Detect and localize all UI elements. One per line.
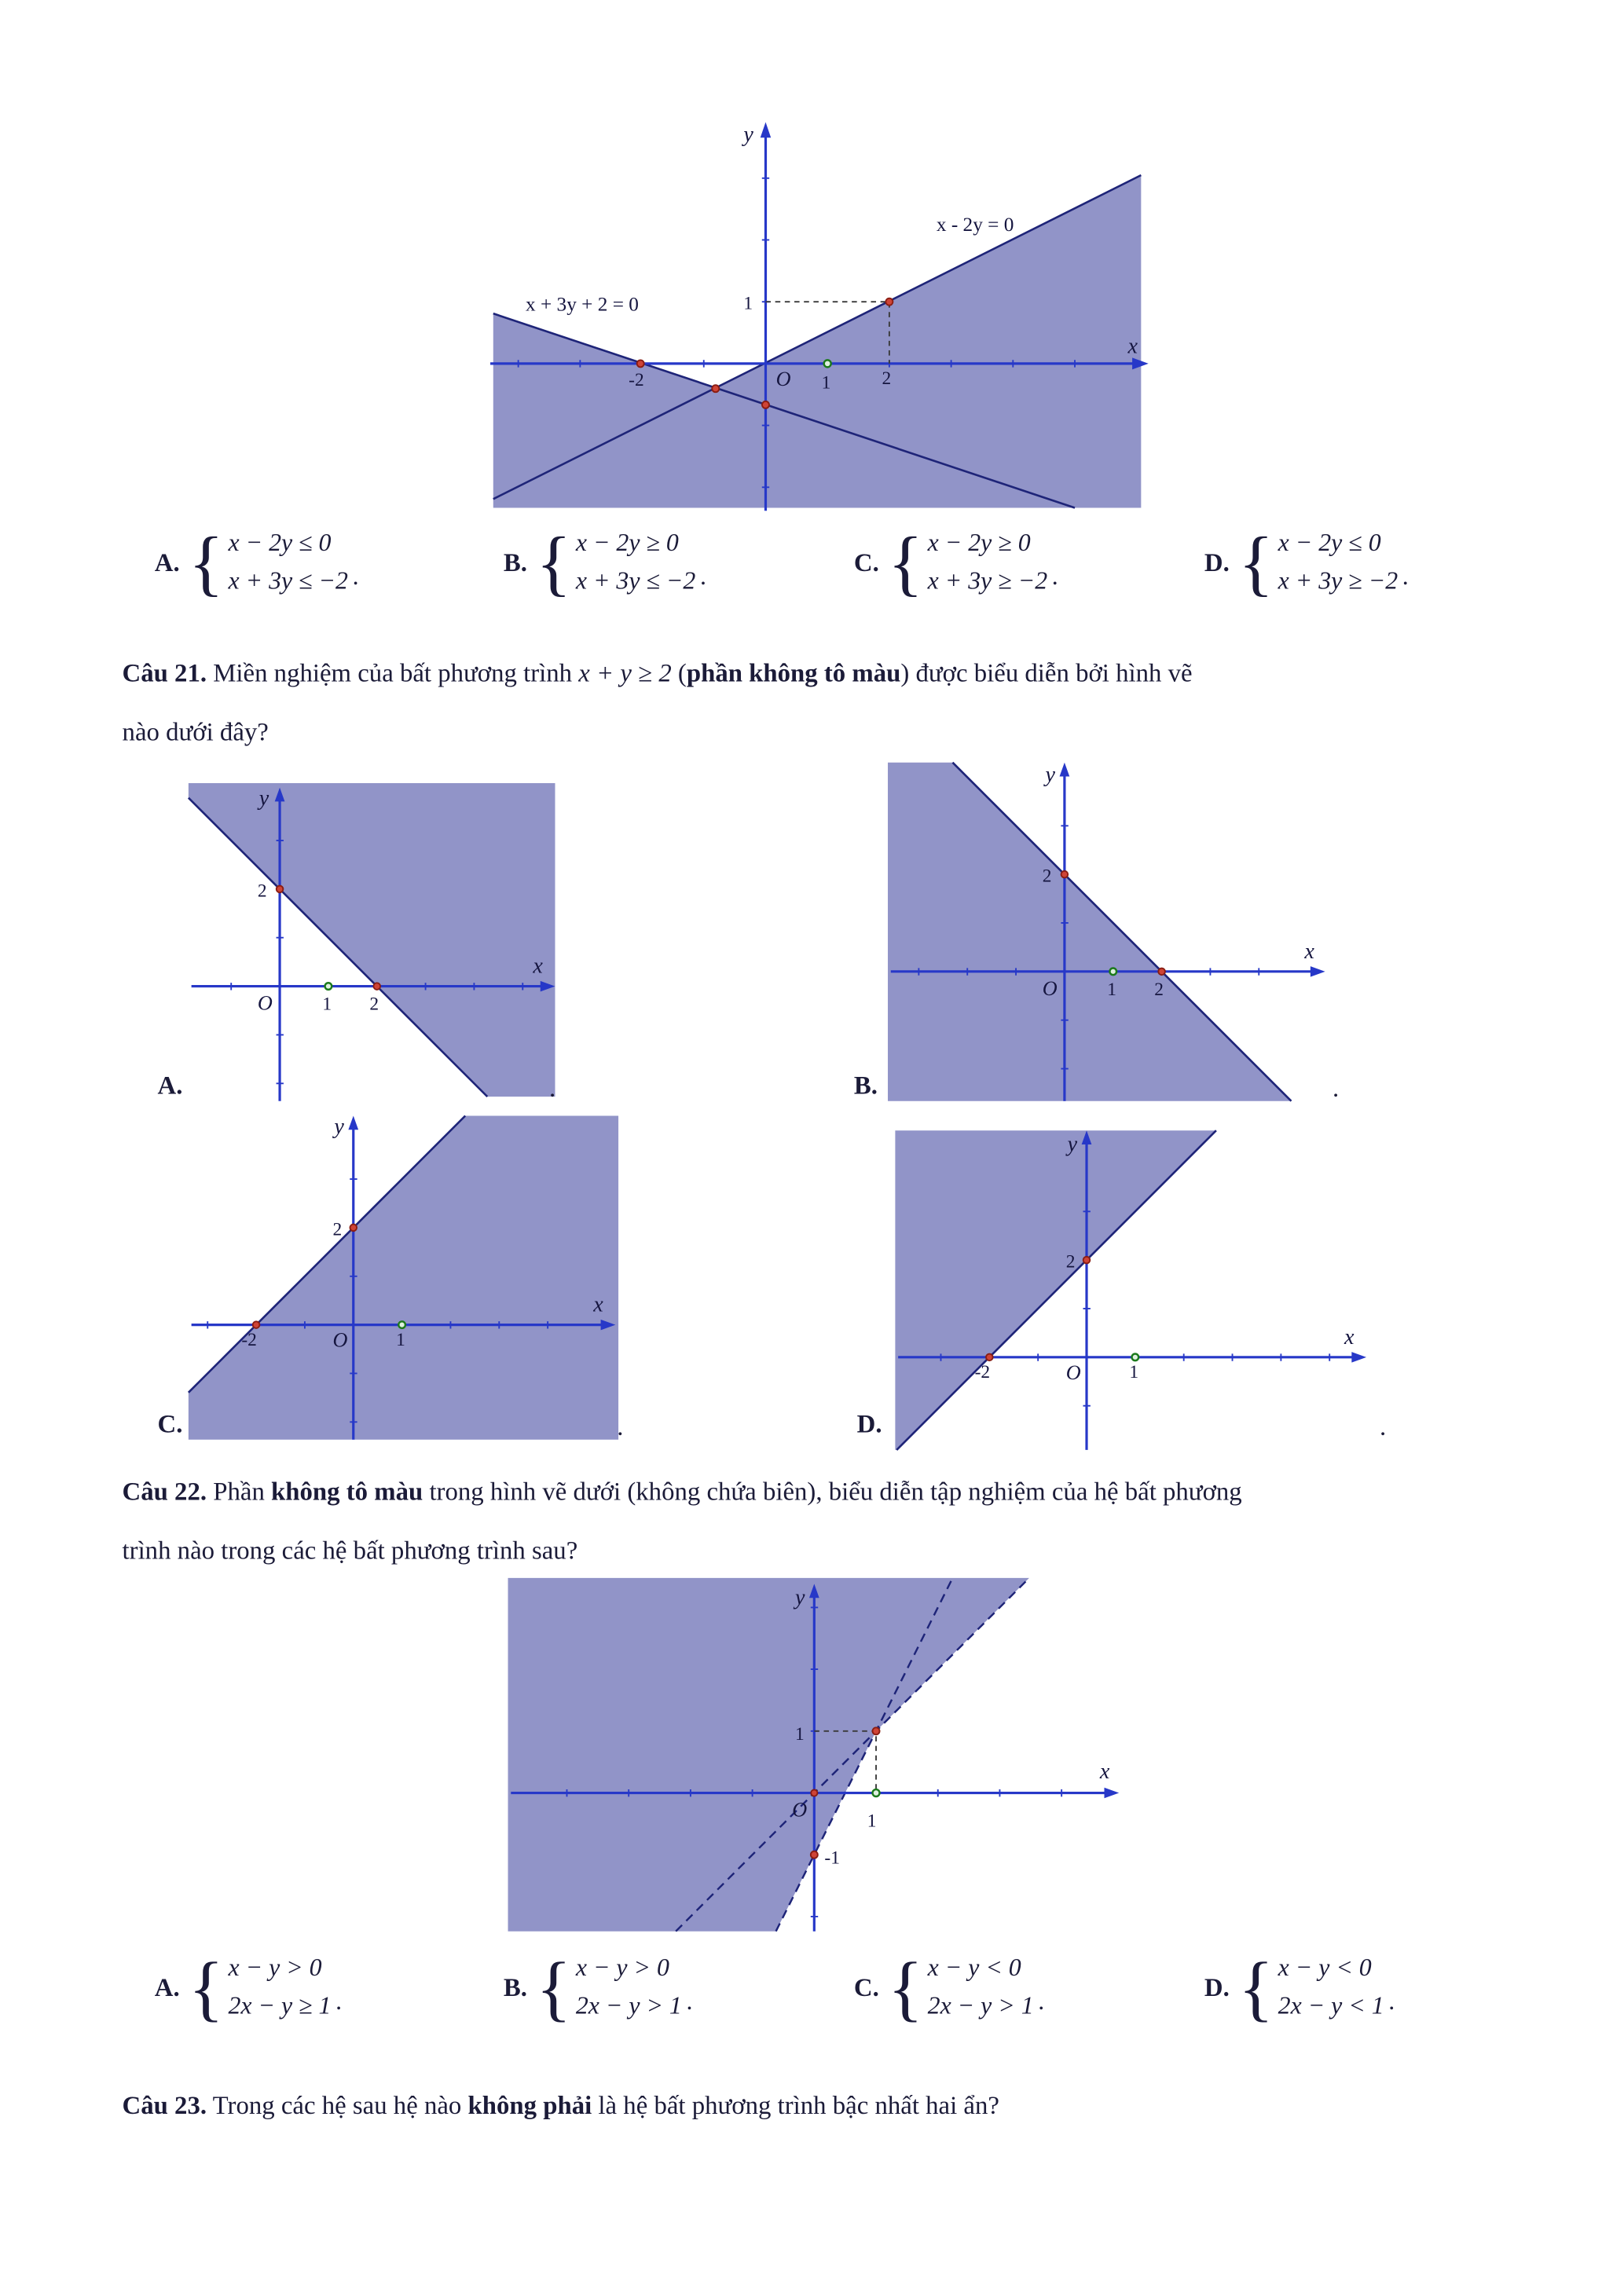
period: . bbox=[699, 562, 706, 591]
brace-glyph: { bbox=[1238, 1946, 1274, 2029]
option-a bbox=[154, 521, 359, 604]
tick-label: 1 bbox=[794, 1724, 805, 1745]
brace-glyph: { bbox=[1238, 521, 1274, 604]
question-text-bold: không phải bbox=[467, 2090, 592, 2120]
point-minus2-0 bbox=[986, 1354, 993, 1361]
inequality-line: x + 3y ≤ −2 bbox=[228, 566, 348, 595]
point-1-0 bbox=[325, 983, 332, 990]
graph-a bbox=[185, 780, 563, 1107]
origin-label: O bbox=[1065, 1360, 1081, 1384]
option-a bbox=[154, 1946, 343, 2029]
point-origin bbox=[811, 1789, 817, 1796]
tick-label: -2 bbox=[241, 1329, 257, 1350]
shaded-region bbox=[493, 175, 1142, 508]
y-axis-label: y bbox=[258, 786, 269, 811]
x-axis-label: x bbox=[533, 954, 543, 979]
period: . bbox=[335, 1987, 343, 2016]
inequality-line: x − 2y ≥ 0 bbox=[575, 528, 679, 557]
inequality-line: 2x − y > 1 bbox=[575, 1991, 682, 2020]
point-2-0 bbox=[1158, 969, 1165, 976]
shaded-region bbox=[189, 783, 555, 1097]
y-axis-label: y bbox=[334, 1114, 344, 1139]
option-b bbox=[503, 1946, 693, 2029]
origin-label: O bbox=[775, 367, 791, 390]
x-axis-label: x bbox=[1099, 1759, 1110, 1784]
y-axis-label: y bbox=[743, 122, 753, 147]
inequality-line: x + 3y ≥ −2 bbox=[1278, 566, 1399, 595]
origin-label: O bbox=[1042, 976, 1058, 1000]
inequality-line: x − 2y ≤ 0 bbox=[1278, 528, 1381, 557]
option-label: D. bbox=[1204, 1972, 1230, 2001]
question-text: Phần bbox=[207, 1476, 272, 1507]
brace-glyph: { bbox=[536, 521, 572, 604]
tick-label: -2 bbox=[974, 1362, 991, 1383]
tick-label: 1 bbox=[867, 1811, 877, 1832]
period: . bbox=[1051, 562, 1058, 591]
period: . bbox=[1038, 1987, 1045, 2016]
graph-letter-b: B. bbox=[853, 1070, 878, 1100]
question-text: Miền nghiệm của bất phương trình bbox=[207, 657, 579, 688]
y-axis-label: y bbox=[794, 1585, 805, 1610]
brace-glyph: { bbox=[188, 1946, 224, 2029]
brace-glyph: { bbox=[188, 521, 224, 604]
question-text-bold: phần không tô màu bbox=[686, 657, 901, 688]
inequality-system bbox=[576, 524, 695, 600]
question-text: ) được biểu diễn bởi hình vẽ bbox=[900, 657, 1193, 688]
question-21-line1 bbox=[123, 657, 1536, 689]
question-text: trong hình vẽ dưới (không chứa biên), biểu diễn tập nghiệm của hệ bất phương bbox=[423, 1476, 1242, 1507]
question-22-line2: trình nào trong các hệ bất phương trình sau? bbox=[122, 1535, 578, 1565]
point-1-0 bbox=[873, 1789, 880, 1796]
period: . bbox=[549, 1073, 556, 1103]
inequality-line: x + 3y ≥ −2 bbox=[927, 566, 1048, 595]
shaded-region bbox=[189, 1115, 618, 1439]
question-text: ( bbox=[671, 657, 687, 688]
period: . bbox=[1388, 1987, 1395, 2016]
inequality-system bbox=[928, 524, 1047, 600]
inequality-line: x − y > 0 bbox=[228, 1953, 322, 1982]
graph-d bbox=[893, 1127, 1378, 1457]
point-minus2-0 bbox=[253, 1321, 260, 1328]
question-22-line1 bbox=[123, 1475, 1536, 1507]
question-text-bold: không tô màu bbox=[271, 1476, 423, 1507]
question-21-line2: nào dưới đây? bbox=[122, 716, 269, 747]
tick-label: 2 bbox=[1065, 1251, 1076, 1273]
tick-label: 1 bbox=[1107, 979, 1116, 1000]
question-number: Câu 21. bbox=[122, 657, 207, 688]
point-intersection bbox=[712, 385, 719, 392]
x-axis-label: x bbox=[593, 1292, 603, 1317]
point-0-2 bbox=[1083, 1257, 1091, 1264]
inequality-system bbox=[1278, 524, 1398, 600]
tick-label: 2 bbox=[1154, 979, 1164, 1000]
inequality-system bbox=[228, 1949, 331, 2025]
inequality-line: 2x − y > 1 bbox=[927, 1991, 1034, 2020]
period: . bbox=[352, 562, 359, 591]
period: . bbox=[686, 1987, 693, 2016]
inequality-system bbox=[228, 524, 347, 600]
option-label: D. bbox=[1204, 547, 1230, 577]
option-label: C. bbox=[853, 547, 879, 577]
graph-b bbox=[885, 760, 1338, 1107]
origin-label: O bbox=[792, 1798, 808, 1822]
point-1-0 bbox=[824, 360, 831, 367]
question-text: Trong các hệ sau hệ nào bbox=[207, 2090, 468, 2120]
graph-c bbox=[185, 1113, 624, 1446]
y-axis-label: y bbox=[1045, 763, 1056, 788]
inequality-line: x − y < 0 bbox=[927, 1953, 1021, 1982]
graph-letter-c: C. bbox=[157, 1408, 183, 1438]
question-number: Câu 23. bbox=[122, 2090, 207, 2120]
option-c bbox=[853, 1946, 1045, 2029]
option-label: C. bbox=[853, 1972, 879, 2001]
brace-glyph: { bbox=[888, 521, 924, 604]
inequality-line: x − 2y ≥ 0 bbox=[927, 528, 1031, 557]
inequality-line: x − y > 0 bbox=[575, 1953, 669, 1982]
inequality-system bbox=[1278, 1949, 1384, 2025]
option-label: A. bbox=[154, 1972, 180, 2001]
tick-label: 2 bbox=[332, 1219, 343, 1240]
tick-label: 1 bbox=[396, 1329, 405, 1350]
figure-system-graph bbox=[486, 121, 1151, 515]
point-minus2-0 bbox=[637, 360, 644, 367]
option-label: B. bbox=[503, 1972, 528, 2001]
figure-q22-graph bbox=[505, 1575, 1130, 1935]
point-2-1 bbox=[885, 298, 893, 306]
tick-label: 1 bbox=[1129, 1362, 1139, 1383]
inequality-line: x − 2y ≤ 0 bbox=[228, 528, 332, 557]
period: . bbox=[1402, 562, 1409, 591]
tick-label: 2 bbox=[369, 994, 379, 1015]
point-0-2 bbox=[350, 1225, 357, 1232]
inequality-line: 2x − y ≥ 1 bbox=[228, 1991, 332, 2020]
point-y-intercept bbox=[762, 401, 769, 408]
tick-label: 1 bbox=[821, 372, 831, 394]
inequality-line: 2x − y < 1 bbox=[1278, 1991, 1384, 2020]
point-1-0 bbox=[1109, 969, 1116, 976]
option-label: B. bbox=[503, 547, 528, 577]
math-expression: x + y ≥ 2 bbox=[578, 657, 672, 688]
graph-letter-d: D. bbox=[856, 1408, 882, 1438]
inequality-line: x + 3y ≤ −2 bbox=[575, 566, 696, 595]
inequality-system bbox=[576, 1949, 682, 2025]
inequality-system bbox=[928, 1949, 1034, 2025]
point-0-2 bbox=[1061, 871, 1069, 878]
period: . bbox=[1332, 1073, 1340, 1103]
point-2-0 bbox=[373, 983, 380, 990]
inequality-line: x − y < 0 bbox=[1278, 1953, 1372, 1982]
tick-label: 2 bbox=[1042, 866, 1052, 887]
tick-label: -1 bbox=[824, 1847, 840, 1869]
option-b bbox=[503, 521, 706, 604]
x-axis-label: x bbox=[1127, 334, 1138, 359]
tick-label: 1 bbox=[322, 994, 332, 1015]
period: . bbox=[1379, 1412, 1387, 1441]
x-axis-label: x bbox=[1344, 1324, 1355, 1349]
shaded-region bbox=[888, 763, 1291, 1101]
option-d bbox=[1204, 1946, 1395, 2029]
point-0-minus1 bbox=[811, 1851, 818, 1858]
tick-label: -2 bbox=[629, 369, 644, 390]
point-1-1 bbox=[873, 1727, 880, 1734]
question-number: Câu 22. bbox=[122, 1476, 207, 1507]
shaded-region bbox=[508, 1578, 1029, 1932]
x-axis-label: x bbox=[1304, 939, 1314, 964]
origin-label: O bbox=[257, 991, 273, 1015]
tick-label: 2 bbox=[257, 881, 267, 902]
question-23 bbox=[123, 2089, 1536, 2121]
period: . bbox=[617, 1412, 624, 1441]
option-c bbox=[853, 521, 1058, 604]
y-axis-label: y bbox=[1067, 1132, 1078, 1157]
point-1-0 bbox=[1132, 1354, 1139, 1361]
graph-letter-a: A. bbox=[157, 1070, 183, 1100]
origin-label: O bbox=[332, 1328, 348, 1352]
option-label: A. bbox=[154, 547, 180, 577]
line2-equation-label: x + 3y + 2 = 0 bbox=[526, 293, 639, 316]
point-0-2 bbox=[277, 886, 284, 893]
tick-label: 2 bbox=[882, 368, 892, 390]
line1-equation-label: x - 2y = 0 bbox=[936, 214, 1014, 236]
tick-label: 1 bbox=[743, 293, 753, 314]
option-d bbox=[1204, 521, 1409, 604]
question-text: là hệ bất phương trình bậc nhất hai ẩn? bbox=[592, 2090, 999, 2120]
brace-glyph: { bbox=[888, 1946, 924, 2029]
point-1-0 bbox=[398, 1321, 405, 1328]
brace-glyph: { bbox=[536, 1946, 572, 2029]
